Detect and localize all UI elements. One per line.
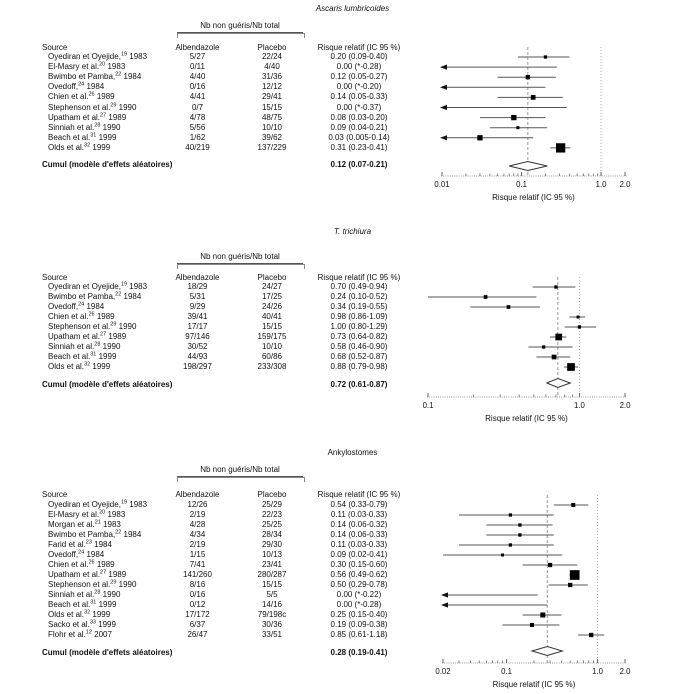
pooled-estimate: 0.28 (0.19-0.41) xyxy=(330,648,388,657)
table-row xyxy=(0,610,430,620)
table-row xyxy=(0,590,430,600)
study-source: Olds et al.$^{32}$ 1999 xyxy=(48,609,111,619)
albendazole-count: 1/62 xyxy=(189,132,206,142)
placebo-count: 25/29 xyxy=(261,500,283,509)
table-row xyxy=(0,312,430,322)
albendazole-count: 198/297 xyxy=(183,362,212,371)
albendazole-count: 7/41 xyxy=(189,560,206,569)
rr-estimate: 0.31 (0.23-0.41) xyxy=(330,142,388,152)
albendazole-count: 0/11 xyxy=(190,62,205,72)
study-source: Chien et al.$^{26}$ 1989 xyxy=(48,311,115,321)
study-marker xyxy=(571,503,575,507)
study-marker xyxy=(518,523,521,526)
tick-label: 0.1 xyxy=(422,401,434,410)
albendazole-count: 5/56 xyxy=(189,122,206,132)
table-row xyxy=(0,282,430,292)
albendazole-count: 44/93 xyxy=(187,352,208,361)
column-header-albendazole: Albendazole xyxy=(175,43,220,52)
albendazole-count: 2/19 xyxy=(189,540,206,549)
placebo-count: 10/10 xyxy=(261,342,283,351)
albendazole-count: 17/17 xyxy=(187,322,208,331)
rr-estimate: 0.00 (*-0.22) xyxy=(336,590,382,599)
albendazole-count: 9/29 xyxy=(189,302,206,311)
ci-arrow-left-icon xyxy=(441,602,448,607)
study-source: Sinniah et al.$^{28}$ 1990 xyxy=(48,122,121,132)
study-marker xyxy=(531,95,536,100)
placebo-count: 30/36 xyxy=(261,620,283,629)
pooled-label: Cumul (modèle d'effets aléatoires) xyxy=(42,380,173,389)
study-source: Oyediran et Oyejide,$^{19}$ 1983 xyxy=(48,51,148,61)
study-source: Bwimbo et Pamba,$^{22}$ 1984 xyxy=(48,291,142,301)
tick-label: 1.0 xyxy=(595,180,607,189)
study-source: Chien et al.$^{26}$ 1989 xyxy=(48,559,115,569)
albendazole-count: 26/47 xyxy=(187,630,208,639)
group-column-header: Nb non guéris/Nb total xyxy=(177,465,303,477)
study-marker xyxy=(556,143,565,152)
albendazole-count: 2/19 xyxy=(189,510,206,519)
study-marker xyxy=(484,295,488,299)
study-marker xyxy=(589,633,593,637)
placebo-count: 159/175 xyxy=(257,332,287,341)
placebo-count: 5/5 xyxy=(266,590,278,599)
study-source: Sacko et al.$^{33}$ 1999 xyxy=(48,619,116,629)
placebo-count: 39/62 xyxy=(261,132,283,142)
rr-estimate: 0.25 (0.15-0.40) xyxy=(330,610,388,619)
rr-estimate: 0.11 (0.03-0.33) xyxy=(330,510,388,519)
table-row xyxy=(0,500,430,510)
albendazole-count: 0/16 xyxy=(189,590,206,599)
study-marker xyxy=(554,285,557,288)
placebo-count: 10/10 xyxy=(261,122,283,132)
forest-plot-svg xyxy=(415,0,655,222)
rr-estimate: 0.11 (0.03-0.33) xyxy=(330,540,388,549)
axis-title: Risque relatif (IC 95 %) xyxy=(485,414,568,423)
rr-estimate: 0.00 (*-0.28) xyxy=(336,62,382,72)
albendazole-count: 4/41 xyxy=(189,92,206,102)
table-row xyxy=(0,362,430,372)
study-source: Oyediran et Oyejide,$^{19}$ 1983 xyxy=(48,499,148,509)
table-row xyxy=(0,133,430,143)
table-row xyxy=(0,620,430,630)
placebo-count: 15/15 xyxy=(261,580,283,589)
table-row xyxy=(0,62,430,72)
study-source: Ovedoff,$^{24}$ 1984 xyxy=(48,301,105,311)
column-header-rr: Risque relatif (IC 95 %) xyxy=(317,273,401,282)
placebo-count: 15/15 xyxy=(261,322,283,331)
pooled-diamond xyxy=(547,379,570,388)
study-source: Upatham et al.$^{27}$ 1989 xyxy=(48,331,127,341)
forest-plot-svg xyxy=(415,222,655,446)
table-row xyxy=(0,92,430,102)
column-header-albendazole: Albendazole xyxy=(175,490,220,499)
study-source: Stephenson et al.$^{29}$ 1990 xyxy=(48,321,137,331)
pooled-estimate: 0.72 (0.61-0.87) xyxy=(330,380,388,389)
albendazole-count: 8/16 xyxy=(189,580,206,589)
column-bracket xyxy=(177,33,305,38)
placebo-count: 4/40 xyxy=(264,62,280,72)
rr-estimate: 0.73 (0.64-0.82) xyxy=(330,332,388,341)
table-row xyxy=(0,550,430,560)
placebo-count: 24/27 xyxy=(261,282,283,291)
study-marker xyxy=(511,115,516,120)
ci-arrow-left-icon xyxy=(441,592,448,597)
pooled-label: Cumul (modèle d'effets aléatoires) xyxy=(42,160,173,169)
study-marker xyxy=(509,513,512,516)
rr-estimate: 0.14 (0.06-0.33) xyxy=(330,530,388,539)
placebo-count: 48/75 xyxy=(261,112,283,122)
table-row xyxy=(0,580,430,590)
albendazole-count: 30/52 xyxy=(187,342,208,351)
tick-label: 1.0 xyxy=(592,667,604,676)
column-header-rr: Risque relatif (IC 95 %) xyxy=(317,490,401,499)
placebo-count: 24/26 xyxy=(261,302,283,311)
column-header-source: Source xyxy=(42,273,68,282)
placebo-count: 22/24 xyxy=(261,52,283,61)
panel-ankylostomes xyxy=(0,446,675,694)
ci-arrow-left-icon xyxy=(440,85,447,90)
study-source: Ovedoff,$^{24}$ 1984 xyxy=(48,549,105,559)
column-header-albendazole: Albendazole xyxy=(175,273,220,282)
table-row xyxy=(0,113,430,123)
rr-estimate: 0.68 (0.52-0.87) xyxy=(330,352,388,361)
placebo-count: 40/41 xyxy=(261,312,283,321)
study-source: Stephenson et al.$^{29}$ 1990 xyxy=(48,101,137,112)
study-marker xyxy=(578,325,581,328)
table-row xyxy=(0,332,430,342)
table-row xyxy=(0,540,430,550)
rr-estimate: 0.09 (0.02-0.41) xyxy=(330,550,388,559)
albendazole-count: 18/29 xyxy=(187,282,208,291)
table-row xyxy=(0,630,430,640)
panel-title: Ankylostomes xyxy=(327,448,378,457)
study-source: Upatham et al.$^{27}$ 1989 xyxy=(48,111,127,122)
group-column-header: Nb non guéris/Nb total xyxy=(177,252,303,264)
albendazole-count: 97/146 xyxy=(185,332,210,341)
placebo-count: 25/25 xyxy=(261,520,283,529)
pooled-row xyxy=(0,648,430,658)
study-marker xyxy=(509,543,512,546)
pooled-row xyxy=(0,160,430,170)
rr-estimate: 0.56 (0.49-0.62) xyxy=(330,570,388,579)
rr-estimate: 0.98 (0.86-1.09) xyxy=(330,312,388,321)
tick-label: 0.02 xyxy=(435,667,451,676)
study-source: Chien et al.$^{26}$ 1989 xyxy=(48,91,115,102)
ci-arrow-left-icon xyxy=(440,135,447,140)
rr-estimate: 0.58 (0.46-0.90) xyxy=(330,342,388,351)
rr-estimate: 0.00 (*-0.20) xyxy=(336,82,382,92)
placebo-count: 29/30 xyxy=(261,540,283,549)
albendazole-count: 39/41 xyxy=(187,312,208,321)
albendazole-count: 40/219 xyxy=(185,142,210,152)
albendazole-count: 0/16 xyxy=(189,82,206,92)
panel-trichiura xyxy=(0,222,675,446)
table-row xyxy=(0,510,430,520)
study-source: Ovedoff,$^{24}$ 1984 xyxy=(48,81,105,92)
placebo-count: 23/41 xyxy=(261,560,283,569)
study-marker xyxy=(501,554,504,557)
albendazole-count: 141/260 xyxy=(183,570,212,579)
study-source: Olds et al.$^{32}$ 1999 xyxy=(48,142,111,152)
study-source: Olds et al.$^{32}$ 1999 xyxy=(48,361,111,371)
study-source: Bwimbo et Pamba,$^{22}$ 1984 xyxy=(48,71,142,82)
table-row xyxy=(0,123,430,133)
rr-estimate: 0.12 (0.05-0.27) xyxy=(330,72,388,82)
study-marker xyxy=(530,623,534,627)
table-row xyxy=(0,302,430,312)
study-marker xyxy=(567,363,575,371)
panel-title: Ascaris lumbricoides xyxy=(315,4,390,13)
study-marker xyxy=(548,563,552,567)
rr-estimate: 0.50 (0.29-0.78) xyxy=(330,580,388,589)
placebo-count: 137/229 xyxy=(257,142,287,152)
study-source: Beach et al.$^{31}$ 1999 xyxy=(48,599,117,609)
albendazole-count: 12/26 xyxy=(187,500,208,509)
rr-estimate: 0.34 (0.19-0.55) xyxy=(330,302,388,311)
rr-estimate: 0.14 (0.05-0.33) xyxy=(330,92,388,102)
pooled-row xyxy=(0,380,430,390)
pooled-diamond xyxy=(509,162,547,171)
table-row xyxy=(0,342,430,352)
albendazole-count: 17/172 xyxy=(185,610,210,619)
study-marker xyxy=(552,355,557,360)
albendazole-count: 6/37 xyxy=(189,620,206,629)
albendazole-count: 4/78 xyxy=(189,112,206,122)
placebo-count: 17/25 xyxy=(261,292,283,301)
tick-label: 2.0 xyxy=(619,401,631,410)
table-row xyxy=(0,292,430,302)
table-row xyxy=(0,52,430,62)
study-marker xyxy=(570,570,580,580)
table-row xyxy=(0,352,430,362)
rr-estimate: 0.30 (0.15-0.60) xyxy=(330,560,388,569)
group-column-header: Nb non guéris/Nb total xyxy=(177,21,303,33)
study-marker xyxy=(526,75,530,79)
study-marker xyxy=(477,135,482,140)
table-row xyxy=(0,570,430,580)
pooled-label: Cumul (modèle d'effets aléatoires) xyxy=(42,648,173,657)
tick-label: 1.0 xyxy=(573,401,585,410)
study-source: Sinniah et al.$^{28}$ 1990 xyxy=(48,589,121,599)
placebo-count: 79/198c xyxy=(257,610,287,619)
placebo-count: 10/13 xyxy=(261,550,283,559)
rr-estimate: 0.09 (0.04-0.21) xyxy=(330,122,388,132)
table-row xyxy=(0,143,430,153)
pooled-estimate: 0.12 (0.07-0.21) xyxy=(330,160,388,169)
panel-ascaris xyxy=(0,0,675,222)
study-marker xyxy=(542,345,545,348)
column-header-source: Source xyxy=(42,490,68,499)
tick-label: 2.0 xyxy=(619,180,631,189)
study-marker xyxy=(540,613,545,618)
study-source: El-Masry et al.$^{20}$ 1983 xyxy=(48,509,126,519)
column-bracket xyxy=(177,477,305,482)
rr-estimate: 0.85 (0.61-1.18) xyxy=(330,630,388,639)
albendazole-count: 4/34 xyxy=(189,530,206,539)
rr-estimate: 1.00 (0.80-1.29) xyxy=(330,322,388,331)
placebo-count: 12/12 xyxy=(261,82,283,92)
study-source: Upatham et al.$^{27}$ 1989 xyxy=(48,569,127,579)
tick-label: 0.1 xyxy=(516,180,527,189)
column-header-placebo: Placebo xyxy=(257,43,287,52)
table-row xyxy=(0,322,430,332)
placebo-count: 233/308 xyxy=(257,362,287,371)
study-marker xyxy=(568,583,572,587)
rr-estimate: 0.00 (*-0.37) xyxy=(336,102,382,112)
rr-estimate: 0.54 (0.33-0.79) xyxy=(330,500,388,509)
study-source: Bwimbo et Pamba,$^{22}$ 1984 xyxy=(48,529,142,539)
rr-estimate: 0.24 (0.10-0.52) xyxy=(330,292,388,301)
axis-title: Risque relatif (IC 95 %) xyxy=(492,680,576,689)
placebo-count: 31/36 xyxy=(261,72,283,82)
table-row xyxy=(0,82,430,92)
rr-estimate: 0.19 (0.09-0.38) xyxy=(330,620,388,629)
albendazole-count: 5/31 xyxy=(189,292,206,301)
placebo-count: 14/16 xyxy=(261,600,283,609)
study-marker xyxy=(518,533,521,536)
study-marker xyxy=(555,334,562,341)
study-source: Beach et al.$^{31}$ 1999 xyxy=(48,132,117,142)
placebo-count: 33/51 xyxy=(261,630,283,639)
rr-estimate: 0.70 (0.49-0.94) xyxy=(330,282,388,291)
rr-estimate: 0.88 (0.79-0.98) xyxy=(330,362,388,371)
study-source: Sinniah et al.$^{28}$ 1990 xyxy=(48,341,121,351)
column-header-placebo: Placebo xyxy=(257,273,287,282)
placebo-count: 28/34 xyxy=(261,530,283,539)
study-source: Stephenson et al.$^{29}$ 1990 xyxy=(48,579,137,589)
albendazole-count: 0/12 xyxy=(189,600,206,609)
placebo-count: 22/23 xyxy=(261,510,283,519)
column-header-source: Source xyxy=(42,43,68,52)
study-source: El-Masry et al.$^{20}$ 1983 xyxy=(48,61,126,72)
albendazole-count: 5/27 xyxy=(189,52,206,61)
albendazole-count: 1/15 xyxy=(189,550,206,559)
placebo-count: 280/287 xyxy=(257,570,287,579)
albendazole-count: 4/40 xyxy=(189,72,206,82)
column-header-rr: Risque relatif (IC 95 %) xyxy=(317,43,401,52)
rr-estimate: 0.20 (0.09-0.40) xyxy=(330,52,388,61)
study-source: Farid et al.$^{23}$ 1984 xyxy=(48,539,112,549)
tick-label: 0.01 xyxy=(434,180,450,189)
placebo-count: 15/15 xyxy=(261,102,283,112)
forest-plot-svg xyxy=(415,446,655,694)
study-source: Oyediran et Oyejide,$^{19}$ 1983 xyxy=(48,281,148,291)
column-header-placebo: Placebo xyxy=(257,490,287,499)
study-source: Beach et al.$^{31}$ 1999 xyxy=(48,351,117,361)
pooled-diamond xyxy=(532,647,562,656)
albendazole-count: 4/28 xyxy=(189,520,206,529)
study-marker xyxy=(544,55,547,58)
tick-label: 0.1 xyxy=(501,667,513,676)
table-row xyxy=(0,520,430,530)
ci-arrow-left-icon xyxy=(440,65,447,70)
rr-estimate: 0.14 (0.06-0.32) xyxy=(330,520,388,529)
ci-arrow-left-icon xyxy=(440,105,447,110)
table-row xyxy=(0,103,430,113)
table-row xyxy=(0,560,430,570)
rr-estimate: 0.08 (0.03-0.20) xyxy=(330,112,388,122)
rr-estimate: 0.00 (*-0.28) xyxy=(336,600,382,609)
table-row xyxy=(0,600,430,610)
study-source: Flohr et al.$^{12}$ 2007 xyxy=(48,629,112,639)
study-marker xyxy=(577,316,580,319)
study-marker xyxy=(516,126,519,129)
rr-estimate: 0.03 (0.005-0.14) xyxy=(328,132,390,142)
column-bracket xyxy=(177,264,305,269)
table-row xyxy=(0,72,430,82)
axis-title: Risque relatif (IC 95 %) xyxy=(492,193,575,202)
albendazole-count: 0/7 xyxy=(191,102,204,112)
table-row xyxy=(0,530,430,540)
placebo-count: 29/41 xyxy=(261,92,283,102)
panel-title: T. trichiura xyxy=(333,227,372,236)
study-source: Morgan et al.$^{21}$ 1983 xyxy=(48,519,121,529)
study-marker xyxy=(507,305,511,309)
tick-label: 2.0 xyxy=(619,667,631,676)
placebo-count: 60/86 xyxy=(261,352,283,361)
